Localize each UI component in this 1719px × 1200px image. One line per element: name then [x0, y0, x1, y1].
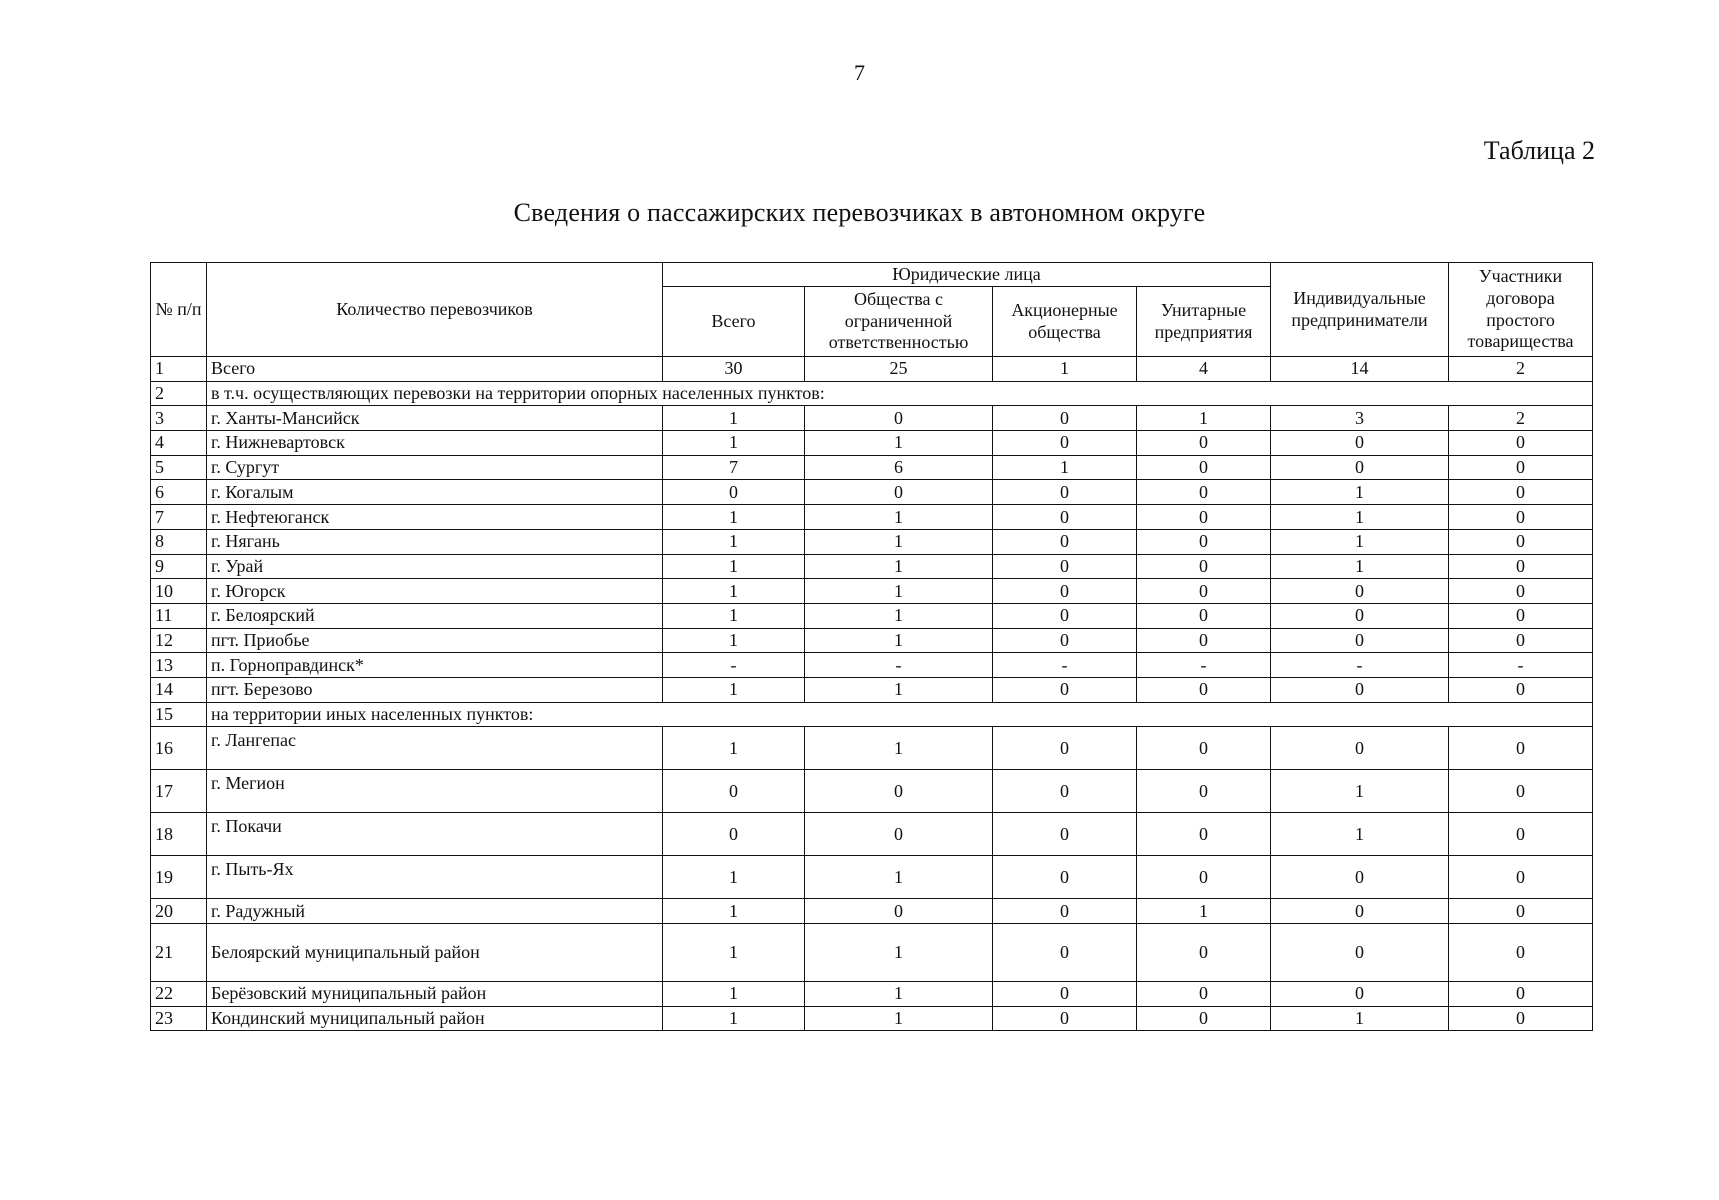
carriers-table — [150, 262, 1593, 1031]
cell-total: 1 — [663, 603, 805, 628]
cell-partnership: 0 — [1449, 856, 1593, 899]
row-number: 5 — [151, 455, 207, 480]
cell-unitary: 0 — [1137, 770, 1271, 813]
cell-total: 1 — [663, 1006, 805, 1031]
cell-individual: 0 — [1271, 431, 1449, 456]
table-row — [151, 677, 1593, 702]
cell-jsc: 0 — [993, 982, 1137, 1007]
cell-llc: 1 — [805, 727, 993, 770]
cell-total: 1 — [663, 406, 805, 431]
header-individual: Индивидуальные предприниматели — [1271, 263, 1449, 357]
row-label: Кондинский муниципальный район — [207, 1006, 663, 1031]
cell-llc: - — [805, 653, 993, 678]
cell-unitary: 0 — [1137, 603, 1271, 628]
cell-llc: 1 — [805, 924, 993, 982]
cell-unitary: 0 — [1137, 856, 1271, 899]
cell-unitary: 0 — [1137, 529, 1271, 554]
cell-total: 1 — [663, 982, 805, 1007]
table-row — [151, 505, 1593, 530]
cell-partnership: 0 — [1449, 529, 1593, 554]
cell-partnership: 0 — [1449, 554, 1593, 579]
cell-partnership: - — [1449, 653, 1593, 678]
cell-unitary: 0 — [1137, 982, 1271, 1007]
cell-unitary: 1 — [1137, 899, 1271, 924]
row-label: г. Когалым — [207, 480, 663, 505]
cell-jsc: 0 — [993, 554, 1137, 579]
cell-unitary: 0 — [1137, 924, 1271, 982]
cell-jsc: 0 — [993, 727, 1137, 770]
cell-jsc: - — [993, 653, 1137, 678]
cell-unitary: 0 — [1137, 727, 1271, 770]
cell-jsc: 0 — [993, 603, 1137, 628]
row-number: 11 — [151, 603, 207, 628]
row-label: г. Ханты-Мансийск — [207, 406, 663, 431]
cell-partnership: 0 — [1449, 770, 1593, 813]
row-number: 23 — [151, 1006, 207, 1031]
cell-jsc: 0 — [993, 856, 1137, 899]
cell-total: 1 — [663, 505, 805, 530]
section-label: на территории иных населенных пунктов: — [207, 702, 1593, 727]
cell-partnership: 0 — [1449, 455, 1593, 480]
table-row — [151, 727, 1593, 770]
cell-partnership: 0 — [1449, 1006, 1593, 1031]
table-row — [151, 856, 1593, 899]
cell-unitary: 0 — [1137, 455, 1271, 480]
cell-unitary: 0 — [1137, 554, 1271, 579]
row-number: 6 — [151, 480, 207, 505]
cell-total: 1 — [663, 431, 805, 456]
cell-partnership: 0 — [1449, 982, 1593, 1007]
cell-partnership: 0 — [1449, 727, 1593, 770]
row-number: 13 — [151, 653, 207, 678]
cell-individual: 0 — [1271, 924, 1449, 982]
table-row — [151, 813, 1593, 856]
section-row — [151, 381, 1593, 406]
cell-unitary: 0 — [1137, 505, 1271, 530]
cell-partnership: 0 — [1449, 431, 1593, 456]
cell-total: 1 — [663, 727, 805, 770]
cell-unitary: 1 — [1137, 406, 1271, 431]
cell-llc: 1 — [805, 554, 993, 579]
cell-total: 1 — [663, 579, 805, 604]
cell-llc: 1 — [805, 579, 993, 604]
cell-individual: 0 — [1271, 677, 1449, 702]
cell-individual: - — [1271, 653, 1449, 678]
cell-llc: 0 — [805, 406, 993, 431]
table-row — [151, 770, 1593, 813]
cell-individual: 0 — [1271, 856, 1449, 899]
cell-total: 0 — [663, 770, 805, 813]
row-label: Берёзовский муниципальный район — [207, 982, 663, 1007]
cell-individual: 14 — [1271, 357, 1449, 382]
cell-total: 1 — [663, 677, 805, 702]
cell-unitary: 0 — [1137, 677, 1271, 702]
header-row-1 — [151, 263, 1593, 287]
row-number: 15 — [151, 702, 207, 727]
cell-individual: 1 — [1271, 813, 1449, 856]
cell-partnership: 0 — [1449, 603, 1593, 628]
row-label: г. Нягань — [207, 529, 663, 554]
cell-llc: 1 — [805, 982, 993, 1007]
cell-jsc: 0 — [993, 770, 1137, 813]
row-number: 7 — [151, 505, 207, 530]
header-partnership: Участники договора простого товарищества — [1449, 263, 1593, 357]
row-number: 8 — [151, 529, 207, 554]
section-row — [151, 702, 1593, 727]
header-unitary: Унитарные предприятия — [1137, 287, 1271, 357]
cell-jsc: 0 — [993, 505, 1137, 530]
row-number: 16 — [151, 727, 207, 770]
row-label: п. Горноправдинск* — [207, 653, 663, 678]
table-row — [151, 554, 1593, 579]
table-body — [151, 357, 1593, 1031]
cell-llc: 25 — [805, 357, 993, 382]
header-total: Всего — [663, 287, 805, 357]
table-row — [151, 899, 1593, 924]
cell-unitary: 0 — [1137, 628, 1271, 653]
cell-jsc: 0 — [993, 529, 1137, 554]
cell-individual: 0 — [1271, 603, 1449, 628]
cell-jsc: 0 — [993, 480, 1137, 505]
cell-llc: 0 — [805, 480, 993, 505]
cell-individual: 3 — [1271, 406, 1449, 431]
row-label: Всего — [207, 357, 663, 382]
row-label: пгт. Приобье — [207, 628, 663, 653]
cell-llc: 1 — [805, 529, 993, 554]
cell-partnership: 0 — [1449, 899, 1593, 924]
row-label: г. Нижневартовск — [207, 431, 663, 456]
table-row — [151, 455, 1593, 480]
row-number: 18 — [151, 813, 207, 856]
cell-individual: 0 — [1271, 579, 1449, 604]
cell-llc: 1 — [805, 856, 993, 899]
cell-individual: 0 — [1271, 982, 1449, 1007]
table-caption: Таблица 2 — [1483, 136, 1595, 165]
cell-llc: 1 — [805, 1006, 993, 1031]
cell-jsc: 0 — [993, 677, 1137, 702]
cell-unitary: 0 — [1137, 813, 1271, 856]
row-label: г. Сургут — [207, 455, 663, 480]
cell-total: 1 — [663, 554, 805, 579]
cell-individual: 1 — [1271, 1006, 1449, 1031]
row-number: 20 — [151, 899, 207, 924]
cell-individual: 1 — [1271, 529, 1449, 554]
row-number: 21 — [151, 924, 207, 982]
cell-llc: 0 — [805, 899, 993, 924]
table-row — [151, 431, 1593, 456]
cell-individual: 1 — [1271, 554, 1449, 579]
cell-partnership: 0 — [1449, 480, 1593, 505]
cell-unitary: 0 — [1137, 431, 1271, 456]
cell-total: 0 — [663, 813, 805, 856]
table-row — [151, 579, 1593, 604]
row-label: г. Белоярский — [207, 603, 663, 628]
table-row — [151, 406, 1593, 431]
cell-total: 0 — [663, 480, 805, 505]
row-label: г. Радужный — [207, 899, 663, 924]
table-row — [151, 628, 1593, 653]
table-row — [151, 529, 1593, 554]
row-label: г. Югорск — [207, 579, 663, 604]
cell-individual: 0 — [1271, 727, 1449, 770]
row-label: пгт. Березово — [207, 677, 663, 702]
cell-partnership: 0 — [1449, 924, 1593, 982]
cell-total: - — [663, 653, 805, 678]
cell-total: 1 — [663, 856, 805, 899]
header-num: № п/п — [151, 263, 207, 357]
row-label: Белоярский муниципальный район — [207, 924, 663, 982]
table-row — [151, 603, 1593, 628]
cell-jsc: 0 — [993, 899, 1137, 924]
row-number: 10 — [151, 579, 207, 604]
row-number: 4 — [151, 431, 207, 456]
table-row — [151, 1006, 1593, 1031]
cell-individual: 0 — [1271, 628, 1449, 653]
cell-llc: 0 — [805, 813, 993, 856]
cell-jsc: 0 — [993, 431, 1137, 456]
table-row — [151, 924, 1593, 982]
cell-partnership: 0 — [1449, 505, 1593, 530]
cell-partnership: 2 — [1449, 357, 1593, 382]
row-number: 19 — [151, 856, 207, 899]
row-number: 14 — [151, 677, 207, 702]
cell-llc: 6 — [805, 455, 993, 480]
cell-llc: 1 — [805, 505, 993, 530]
cell-jsc: 0 — [993, 628, 1137, 653]
cell-jsc: 0 — [993, 1006, 1137, 1031]
cell-total: 1 — [663, 899, 805, 924]
section-label: в т.ч. осуществляющих перевозки на территории опорных населенных пунктов: — [207, 381, 1593, 406]
row-number: 22 — [151, 982, 207, 1007]
cell-partnership: 0 — [1449, 813, 1593, 856]
row-number: 17 — [151, 770, 207, 813]
header-jsc: Акционерные общества — [993, 287, 1137, 357]
document-title: Сведения о пассажирских перевозчиках в автономном округе — [513, 198, 1206, 227]
cell-unitary: 4 — [1137, 357, 1271, 382]
cell-unitary: 0 — [1137, 1006, 1271, 1031]
cell-jsc: 0 — [993, 579, 1137, 604]
row-number: 12 — [151, 628, 207, 653]
cell-individual: 1 — [1271, 770, 1449, 813]
cell-jsc: 1 — [993, 357, 1137, 382]
cell-unitary: - — [1137, 653, 1271, 678]
header-carriers: Количество перевозчиков — [207, 263, 663, 357]
cell-individual: 0 — [1271, 899, 1449, 924]
row-label: г. Пыть-Ях — [207, 856, 663, 899]
cell-llc: 1 — [805, 603, 993, 628]
row-label: г. Нефтеюганск — [207, 505, 663, 530]
row-number: 3 — [151, 406, 207, 431]
row-number: 9 — [151, 554, 207, 579]
cell-individual: 1 — [1271, 505, 1449, 530]
table-row — [151, 982, 1593, 1007]
cell-jsc: 0 — [993, 813, 1137, 856]
cell-jsc: 1 — [993, 455, 1137, 480]
cell-llc: 1 — [805, 628, 993, 653]
header-llc: Общества с ограниченной ответственностью — [805, 287, 993, 357]
row-number: 2 — [151, 381, 207, 406]
row-label: г. Лангепас — [207, 727, 663, 770]
cell-partnership: 0 — [1449, 579, 1593, 604]
cell-jsc: 0 — [993, 924, 1137, 982]
cell-partnership: 2 — [1449, 406, 1593, 431]
cell-individual: 0 — [1271, 455, 1449, 480]
cell-partnership: 0 — [1449, 677, 1593, 702]
cell-llc: 1 — [805, 431, 993, 456]
cell-total: 1 — [663, 924, 805, 982]
header-legal-entities: Юридические лица — [663, 263, 1271, 287]
cell-individual: 1 — [1271, 480, 1449, 505]
cell-jsc: 0 — [993, 406, 1137, 431]
table-row — [151, 357, 1593, 382]
row-label: г. Мегион — [207, 770, 663, 813]
table-row — [151, 653, 1593, 678]
cell-unitary: 0 — [1137, 480, 1271, 505]
cell-total: 7 — [663, 455, 805, 480]
cell-llc: 1 — [805, 677, 993, 702]
cell-llc: 0 — [805, 770, 993, 813]
page-number: 7 — [854, 60, 865, 85]
cell-total: 1 — [663, 529, 805, 554]
row-label: г. Покачи — [207, 813, 663, 856]
cell-total: 30 — [663, 357, 805, 382]
cell-total: 1 — [663, 628, 805, 653]
cell-partnership: 0 — [1449, 628, 1593, 653]
row-number: 1 — [151, 357, 207, 382]
table-row — [151, 480, 1593, 505]
cell-unitary: 0 — [1137, 579, 1271, 604]
row-label: г. Урай — [207, 554, 663, 579]
